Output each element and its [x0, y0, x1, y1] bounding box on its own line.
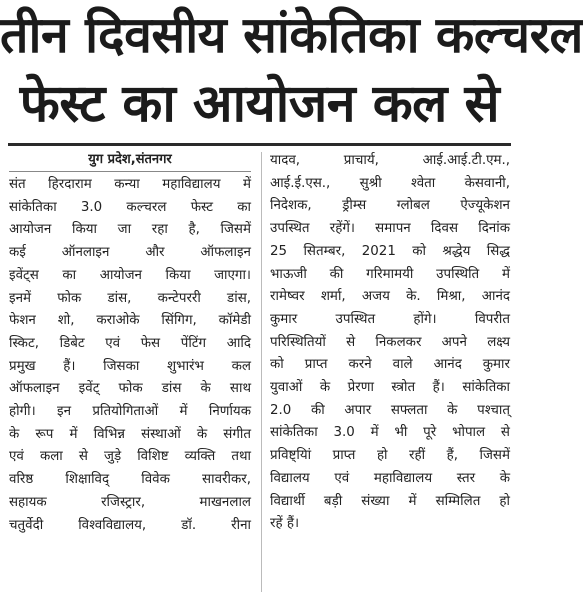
- article-line: यादव, प्राचार्य, आई.आई.टी.एम.,: [270, 153, 510, 168]
- headline-rule: [8, 143, 511, 146]
- article-line: निदेशक, ड्रीम्स ग्लोबल ऐज्यूकेशन: [270, 198, 510, 214]
- article-line: 25 सितम्बर, 2021 को श्रद्धेय सिद्ध: [270, 243, 510, 259]
- article-line: के रूप में विभिन्न संस्थाओं के संगीत: [9, 426, 251, 442]
- article-line: विद्यालय एवं महाविद्यालय स्तर के: [270, 470, 510, 486]
- article-line: सहायक रजिस्ट्रार, माखनलाल: [9, 494, 251, 510]
- article-line: आई.ई.एस., सुश्री श्वेता केसवानी,: [270, 175, 510, 191]
- article-line: को प्राप्त करने वाले आनंद कुमार: [270, 357, 510, 373]
- article-line: होगी। इन प्रतियोगिताओं में निर्णायक: [9, 404, 251, 420]
- article-line: रहें हैं।: [270, 516, 300, 532]
- article-line: उपस्थित रहेंगें। समापन दिवस दिनांक: [270, 221, 510, 237]
- article-line: वरिष्ठ शिक्षाविद् विवेक सावरीकर,: [9, 472, 251, 488]
- article-line: युवाओं के प्रेरणा स्त्रोत हैं। सांकेतिका: [270, 380, 510, 396]
- article-line: प्रविष्ट्यिां प्राप्त हो रहीं हैं, जिसमें: [270, 448, 510, 464]
- headline-line-2: फेस्ट का आयोजन कल से: [19, 74, 500, 134]
- headline-line-1: तीन दिवसीय सांकेतिका कल्चरल: [0, 6, 583, 64]
- article-line: संत हिरदाराम कन्या महाविद्यालय में: [9, 177, 251, 192]
- article-line: प्रमुख हैं। जिसका शुभारंभ कल: [9, 358, 251, 374]
- article-line: एवं कला से जुड़े विशिष्ट व्यक्ति तथा: [9, 449, 251, 465]
- article-column-left: [9, 150, 251, 537]
- article-line: स्किट, डिबेट एवं फेस पेंटिंग आदि: [9, 335, 251, 351]
- article-line: भाऊजी की गरिमामयी उपस्थिति में: [270, 266, 510, 282]
- article-line: 2.0 की अपार सफ्लता के पश्चात्: [270, 402, 510, 418]
- right-column-text: [270, 150, 510, 536]
- article-line: आयोजन किया जा रहा है, जिसमें: [9, 222, 251, 238]
- article-line: कुमार उपस्थित होंगे। विपरीत: [270, 311, 510, 327]
- left-column-text: [9, 174, 251, 537]
- article-line: इनमें फोक डांस, कन्टेपररी डांस,: [9, 290, 251, 306]
- article-line: कई ऑनलाइन और ऑफलाइन: [9, 245, 251, 261]
- article-line: ऑफलाइन इवेंट् फोक डांस के साथ: [9, 381, 251, 397]
- column-divider: [261, 152, 262, 592]
- article-line: विद्यार्थी बड़ी संख्या में सम्मिलित हो: [270, 493, 510, 509]
- article-line: इवेंट्स का आयोजन किया जाएगा।: [9, 267, 251, 283]
- article-column-right: [270, 150, 510, 536]
- article-line: परिस्थितियों से निकलकर अपने लक्ष्य: [270, 334, 510, 350]
- article-line: सांकेतिका 3.0 कल्चरल फेस्ट का: [9, 199, 251, 215]
- article-line: फेशन शो, कराओके सिंगिग, कॉमेडी: [9, 313, 251, 329]
- article-line: चतुर्वेदी विश्वविद्यालय, डॉ. रीना: [9, 517, 251, 533]
- article-line: रामेष्वर शर्मा, अजय के. मिश्रा, आनंद: [270, 289, 510, 305]
- dateline: युग प्रदेश,संतनगर: [9, 150, 251, 172]
- article-line: सांकेतिका 3.0 में भी पूरे भोपाल से: [270, 425, 510, 441]
